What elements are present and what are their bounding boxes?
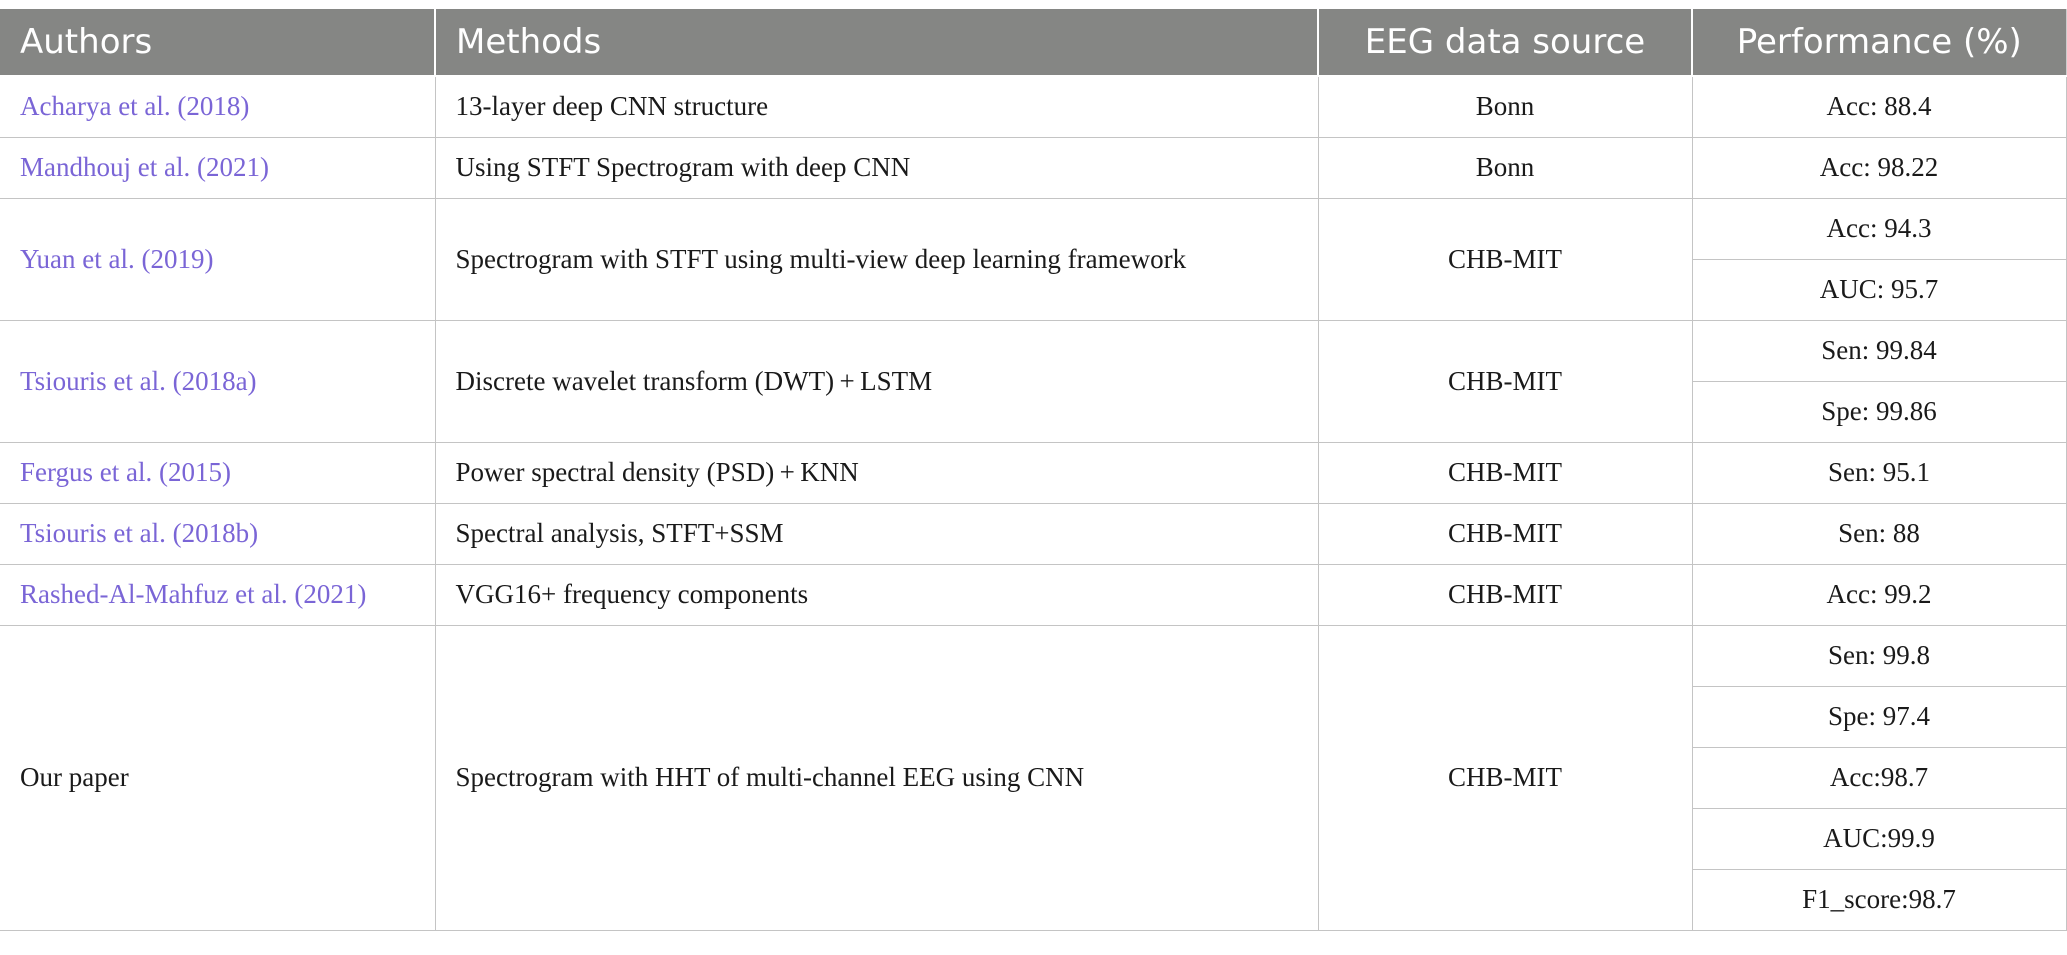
performance-cell: Sen: 95.1 <box>1692 442 2066 503</box>
author-cell: Our paper <box>0 625 435 930</box>
table-row <box>0 503 2066 564</box>
table-body <box>0 76 2066 930</box>
data-source-cell: Bonn <box>1318 76 1692 137</box>
header-eeg-data-source: EEG data source <box>1318 9 1692 76</box>
data-source-cell: CHB-MIT <box>1318 442 1692 503</box>
data-source-cell: CHB-MIT <box>1318 198 1692 320</box>
performance-cell: AUC: 95.7 <box>1692 259 2066 320</box>
data-source-cell: CHB-MIT <box>1318 320 1692 442</box>
performance-cell: Sen: 99.8 <box>1692 625 2066 686</box>
performance-cell: Acc: 88.4 <box>1692 76 2066 137</box>
author-citation-link[interactable]: Fergus et al. (2015) <box>0 442 435 503</box>
table-row <box>0 76 2066 137</box>
table-row <box>0 137 2066 198</box>
performance-cell: Acc: 99.2 <box>1692 564 2066 625</box>
data-source-cell: Bonn <box>1318 137 1692 198</box>
author-citation-link[interactable]: Tsiouris et al. (2018b) <box>0 503 435 564</box>
performance-cell: Sen: 99.84 <box>1692 320 2066 381</box>
performance-cell: Spe: 97.4 <box>1692 686 2066 747</box>
table-row <box>0 320 2066 381</box>
author-citation-link[interactable]: Rashed-Al-Mahfuz et al. (2021) <box>0 564 435 625</box>
table-row <box>0 625 2066 686</box>
author-citation-link[interactable]: Acharya et al. (2018) <box>0 76 435 137</box>
table-row <box>0 198 2066 259</box>
method-cell: VGG16+ frequency components <box>435 564 1318 625</box>
data-source-cell: CHB-MIT <box>1318 564 1692 625</box>
header-row <box>0 9 2066 76</box>
method-cell: Using STFT Spectrogram with deep CNN <box>435 137 1318 198</box>
table-row <box>0 442 2066 503</box>
method-cell: Spectrogram with STFT using multi-view deep learning framework <box>435 198 1318 320</box>
header-authors: Authors <box>0 9 435 76</box>
method-cell: Spectrogram with HHT of multi-channel EEG using CNN <box>435 625 1318 930</box>
performance-cell: Spe: 99.86 <box>1692 381 2066 442</box>
performance-cell: Acc: 98.22 <box>1692 137 2066 198</box>
header-methods: Methods <box>435 9 1318 76</box>
table-header <box>0 9 2066 76</box>
author-citation-link[interactable]: Tsiouris et al. (2018a) <box>0 320 435 442</box>
performance-cell: Sen: 88 <box>1692 503 2066 564</box>
table-row <box>0 564 2066 625</box>
author-citation-link[interactable]: Yuan et al. (2019) <box>0 198 435 320</box>
performance-cell: Acc:98.7 <box>1692 747 2066 808</box>
comparison-table <box>0 9 2067 931</box>
method-cell: 13-layer deep CNN structure <box>435 76 1318 137</box>
method-cell: Discrete wavelet transform (DWT) + LSTM <box>435 320 1318 442</box>
author-citation-link[interactable]: Mandhouj et al. (2021) <box>0 137 435 198</box>
performance-cell: Acc: 94.3 <box>1692 198 2066 259</box>
method-cell: Spectral analysis, STFT+SSM <box>435 503 1318 564</box>
header-performance: Performance (%) <box>1692 9 2066 76</box>
performance-cell: F1_score:98.7 <box>1692 869 2066 930</box>
performance-cell: AUC:99.9 <box>1692 808 2066 869</box>
data-source-cell: CHB-MIT <box>1318 503 1692 564</box>
data-source-cell: CHB-MIT <box>1318 625 1692 930</box>
method-cell: Power spectral density (PSD) + KNN <box>435 442 1318 503</box>
